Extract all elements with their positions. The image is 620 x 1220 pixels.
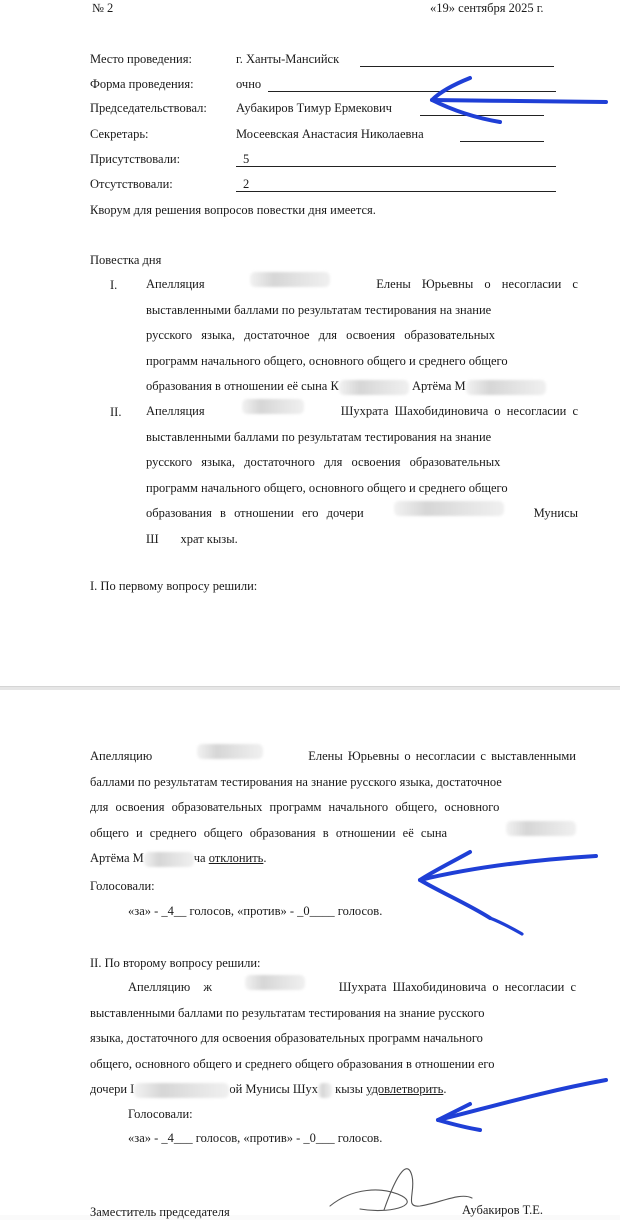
agenda-item1-line4: программ начального общего, основного общего и среднего общего — [146, 353, 508, 368]
agenda-title: Повестка дня — [90, 253, 162, 267]
agenda-item2-line1b: Шухрата Шахобидиновича о несогласии с — [340, 404, 578, 418]
agenda-item1-line2: выставленными баллами по результатам тестирования на знание — [146, 302, 492, 317]
decision2-line5b: ой Мунисы Шух — [229, 1082, 319, 1096]
redaction-blur — [134, 1083, 229, 1098]
protocol-number: № 2 — [92, 1, 114, 15]
agenda-item2-line1a: Апелляция — [146, 404, 205, 418]
decision1-line1b: Елены Юрьевны о несогласии с выставленными — [308, 749, 576, 763]
agenda-item2-line5b: Мунисы — [533, 506, 578, 520]
decision1-line4: общего и среднего общего образования в отношении её сына — [90, 825, 448, 840]
decision1-line5b: ча — [193, 851, 206, 865]
decision2-line5c: кызы — [335, 1082, 363, 1096]
present-value: 5 — [243, 152, 250, 166]
redaction-blur — [250, 272, 330, 287]
present-underline — [236, 166, 556, 167]
redaction-blur — [318, 1083, 332, 1098]
decision1-votes: «за» - _4__ голосов, «против» - _0____ голосов. — [128, 904, 383, 918]
decision1-line5-end: . — [263, 851, 267, 865]
question2-heading: II. По второму вопросу решили: — [90, 956, 261, 970]
chair-underline — [420, 115, 544, 116]
question1-heading: I. По первому вопросу решили: — [90, 579, 258, 593]
agenda-item1-text — [146, 272, 578, 400]
agenda-item2-line4: программ начального общего, основного общего и среднего общего — [146, 480, 508, 495]
agenda-item1-line5a: образования в отношении её сына К — [146, 379, 339, 393]
absent-value: 2 — [243, 177, 250, 191]
present-label: Присутствовали: — [90, 152, 181, 166]
redaction-blur — [242, 399, 304, 414]
deputy-chair-label: Заместитель председателя — [90, 1205, 230, 1219]
secretary-underline — [460, 141, 544, 142]
place-underline — [360, 66, 554, 67]
secretary-value: Мосеевская Анастасия Николаевна — [236, 127, 424, 141]
form-underline — [268, 91, 556, 92]
redaction-blur — [144, 852, 194, 867]
agenda-item2-line6: Ш храт кызы. — [146, 531, 238, 546]
decision1-text — [90, 744, 576, 872]
agenda-item2-line5a: образования в отношении его дочери — [146, 506, 364, 520]
agenda-item1-line1a: Апелляция — [146, 277, 205, 291]
absent-underline — [236, 191, 556, 192]
decision1-voted-label: Голосовали: — [90, 879, 155, 893]
redaction-blur — [466, 380, 546, 395]
decision2-approve-word: удовлетворить — [366, 1082, 444, 1096]
protocol-date: «19» сентября 2025 г. — [430, 1, 544, 15]
absent-label: Отсутствовали: — [90, 177, 173, 191]
agenda-item2-text — [146, 399, 578, 552]
redaction-blur — [245, 975, 305, 990]
decision1-line1a: Апелляцию — [90, 749, 153, 763]
place-label: Место проведения: — [90, 52, 192, 66]
form-value: очно — [236, 77, 262, 91]
decision2-line1b: Шухрата Шахобидиновича о несогласии с — [338, 980, 576, 994]
decision2-line1a: Апелляцию ж — [128, 980, 212, 994]
quorum-text: Кворум для решения вопросов повестки дня имеется. — [90, 203, 376, 217]
place-value: г. Ханты-Мансийск — [236, 52, 340, 66]
decision2-line4: общего, основного общего и среднего общего образования в отношении его — [90, 1056, 495, 1071]
agenda-item2-line2: выставленными баллами по результатам тестирования на знание — [146, 429, 492, 444]
decision1-line5a: Артёма М — [90, 851, 144, 865]
redaction-blur — [506, 821, 576, 836]
agenda-item1-number: I. — [110, 278, 118, 292]
agenda-item1-line5b: Артёма М — [411, 379, 466, 393]
agenda-item2-line3: русского языка, достаточного для освоения образовательных — [146, 455, 501, 469]
decision2-line3: языка, достаточного для освоения образовательных программ начального — [90, 1031, 483, 1045]
decision2-line5-end: . — [443, 1082, 447, 1096]
deputy-chair-name: Аубакиров Т.Е. — [462, 1203, 543, 1217]
agenda-item1-line1b: Елены Юрьевны о несогласии с — [376, 277, 578, 291]
decision2-votes: «за» - _4___ голосов, «против» - _0___ голосов. — [128, 1131, 383, 1145]
agenda-item2-number: II. — [110, 405, 122, 419]
chair-value: Аубакиров Тимур Ермекович — [236, 101, 392, 115]
decision1-reject-word: отклонить — [208, 851, 264, 865]
redaction-blur — [339, 380, 409, 395]
decision2-line5a: дочери I — [90, 1082, 135, 1096]
redaction-blur — [197, 744, 263, 759]
form-label: Форма проведения: — [90, 77, 194, 91]
decision1-line3: для освоения образовательных программ начального общего, основного — [90, 800, 500, 814]
decision1-line2: баллами по результатам тестирования на знание русского языка, достаточное — [90, 774, 502, 789]
decision2-voted-label: Голосовали: — [128, 1107, 193, 1121]
decision2-text — [90, 975, 576, 1103]
agenda-item1-line3: русского языка, достаточное для освоения образовательных — [146, 328, 496, 342]
decision2-line2: выставленными баллами по результатам тестирования на знание русского — [90, 1005, 485, 1020]
chair-label: Председательствовал: — [90, 101, 207, 115]
secretary-label: Секретарь: — [90, 127, 149, 141]
redaction-blur — [394, 501, 504, 516]
